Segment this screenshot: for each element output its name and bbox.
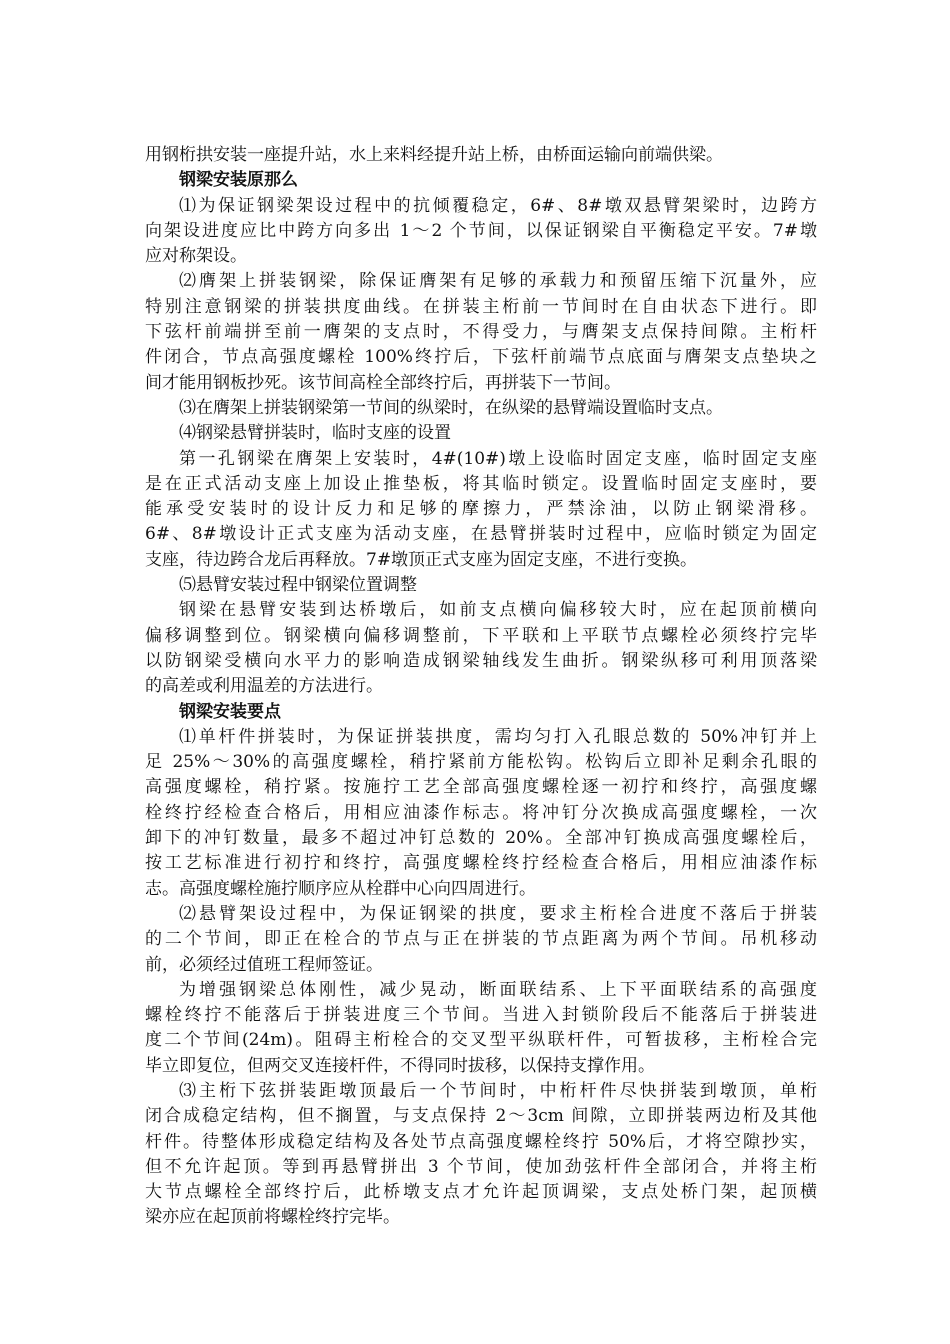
text-line: 件闭合，节点高强度螺栓 100%终拧后，下弦杆前端节点底面与膺架支点垫块之 bbox=[145, 347, 817, 368]
text-line: 特别注意钢梁的拼装拱度曲线。在拼装主桁前一节间时在自由状态下进行。即 bbox=[145, 296, 817, 317]
section-heading: 钢梁安装原那么 bbox=[179, 170, 298, 191]
text-line: 志。高强度螺栓施拧顺序应从栓群中心向四周进行。 bbox=[145, 878, 536, 899]
document-body bbox=[145, 143, 817, 1231]
text-line: 为增强钢梁总体刚性，减少晃动，断面联结系、上下平面联结系的高强度 bbox=[179, 979, 817, 1000]
text-line: 6#、8#墩设计正式支座为活动支座，在悬臂拼装时过程中，应临时锁定为固定 bbox=[145, 524, 817, 545]
text-line: ⑵悬臂架设过程中，为保证钢梁的拱度，要求主桁栓合进度不落后于拼装 bbox=[179, 903, 817, 924]
text-line: 的高差或利用温差的方法进行。 bbox=[145, 676, 383, 697]
text-line: 间才能用钢板抄死。该节间高栓全部终拧后，再拼装下一节间。 bbox=[145, 372, 621, 393]
text-line: 螺栓终拧不能落后于拼装进度三个节间。当进入封锁阶段后不能落后于拼装进 bbox=[145, 1005, 817, 1026]
text-line: 向架设进度应比中跨方向多出 1～2 个节间，以保证钢梁自平衡稳定平安。7#墩 bbox=[145, 220, 817, 241]
text-line: 卸下的冲钉数量，最多不超过冲钉总数的 20%。全部冲钉换成高强度螺栓后， bbox=[145, 828, 817, 849]
text-line: ⑵膺架上拼装钢梁，除保证膺架有足够的承载力和预留压缩下沉量外，应 bbox=[179, 271, 817, 292]
text-line: 杆件。待整体形成稳定结构及各处节点高强度螺栓终拧 50%后，才将空隙抄实， bbox=[145, 1131, 817, 1152]
text-line: ⑶主桁下弦拼装距墩顶最后一个节间时，中桁杆件尽快拼装到墩顶，单桁 bbox=[179, 1080, 817, 1101]
text-line: 前，必须经过值班工程师签证。 bbox=[145, 954, 383, 975]
text-line: 能承受安装时的设计反力和足够的摩擦力，严禁涂油，以防止钢梁滑移。 bbox=[145, 499, 817, 520]
text-line: 高强度螺栓，稍拧紧。按施拧工艺全部高强度螺栓逐一初拧和终拧，高强度螺 bbox=[145, 777, 817, 798]
text-line: ⑴为保证钢梁架设过程中的抗倾覆稳定，6#、8#墩双悬臂架梁时，边跨方 bbox=[179, 195, 817, 216]
text-line: ⑸悬臂安装过程中钢梁位置调整 bbox=[179, 575, 417, 596]
text-line: ⑷钢梁悬臂拼装时，临时支座的设置 bbox=[179, 423, 451, 444]
text-line: 闭合成稳定结构，但不搁置，与支点保持 2～3cm 间隙，立即拼装两边桁及其他 bbox=[145, 1106, 817, 1127]
text-line: 栓终拧经检查合格后，用相应油漆作标志。将冲钉分次换成高强度螺栓，一次 bbox=[145, 802, 817, 823]
text-line: 大节点螺栓全部终拧后，此桥墩支点才允许起顶调梁，支点处桥门架，起顶横 bbox=[145, 1182, 817, 1203]
text-line: 但不允许起顶。等到再悬臂拼出 3 个节间，使加劲弦杆件全部闭合，并将主桁 bbox=[145, 1156, 817, 1177]
text-line: 梁亦应在起顶前将螺栓终拧完毕。 bbox=[145, 1207, 400, 1228]
text-line: 下弦杆前端拼至前一膺架的支点时，不得受力，与膺架支点保持间隙。主桁杆 bbox=[145, 322, 817, 343]
text-line: 用钢桁拱安装一座提升站，水上来料经提升站上桥，由桥面运输向前端供梁。 bbox=[145, 145, 723, 165]
text-line: ⑴单杆件拼装时，为保证拼装拱度，需均匀打入孔眼总数的 50%冲钉并上 bbox=[179, 726, 817, 747]
text-line: 应对称架设。 bbox=[145, 246, 247, 267]
text-line: 足 25%～30%的高强度螺栓，稍拧紧前方能松钩。松钩后立即补足剩余孔眼的 bbox=[145, 752, 817, 773]
text-line: 的二个节间，即正在栓合的节点与正在拼装的节点距离为两个节间。吊机移动 bbox=[145, 929, 817, 950]
text-line: 以防钢梁受横向水平力的影响造成钢梁轴线发生曲折。钢梁纵移可利用顶落梁 bbox=[145, 650, 817, 671]
text-line: 支座，待边跨合龙后再释放。7#墩顶正式支座为固定支座，不进行变换。 bbox=[145, 549, 698, 570]
text-line: 按工艺标准进行初拧和终拧，高强度螺栓终拧经检查合格后，用相应油漆作标 bbox=[145, 853, 817, 874]
text-line: 度二个节间(24m)。阻碍主桁栓合的交叉型平纵联杆件，可暂拔移，主桁栓合完 bbox=[145, 1030, 817, 1051]
text-line: 第一孔钢梁在膺架上安装时，4#(10#)墩上设临时固定支座，临时固定支座 bbox=[179, 448, 817, 469]
text-line: 钢梁在悬臂安装到达桥墩后，如前支点横向偏移较大时，应在起顶前横向 bbox=[179, 600, 817, 621]
text-line: 偏移调整到位。钢梁横向偏移调整前，下平联和上平联节点螺栓必须终拧完毕 bbox=[145, 625, 817, 646]
section-heading: 钢梁安装要点 bbox=[179, 701, 281, 722]
text-line: ⑶在膺架上拼装钢梁第一节间的纵梁时，在纵梁的悬臂端设置临时支点。 bbox=[179, 397, 723, 418]
text-line: 毕立即复位，但两交叉连接杆件，不得同时拔移，以保持支撑作用。 bbox=[145, 1055, 655, 1076]
text-line: 是在正式活动支座上加设止推垫板，将其临时锁定。设置临时固定支座时，要 bbox=[145, 473, 817, 494]
